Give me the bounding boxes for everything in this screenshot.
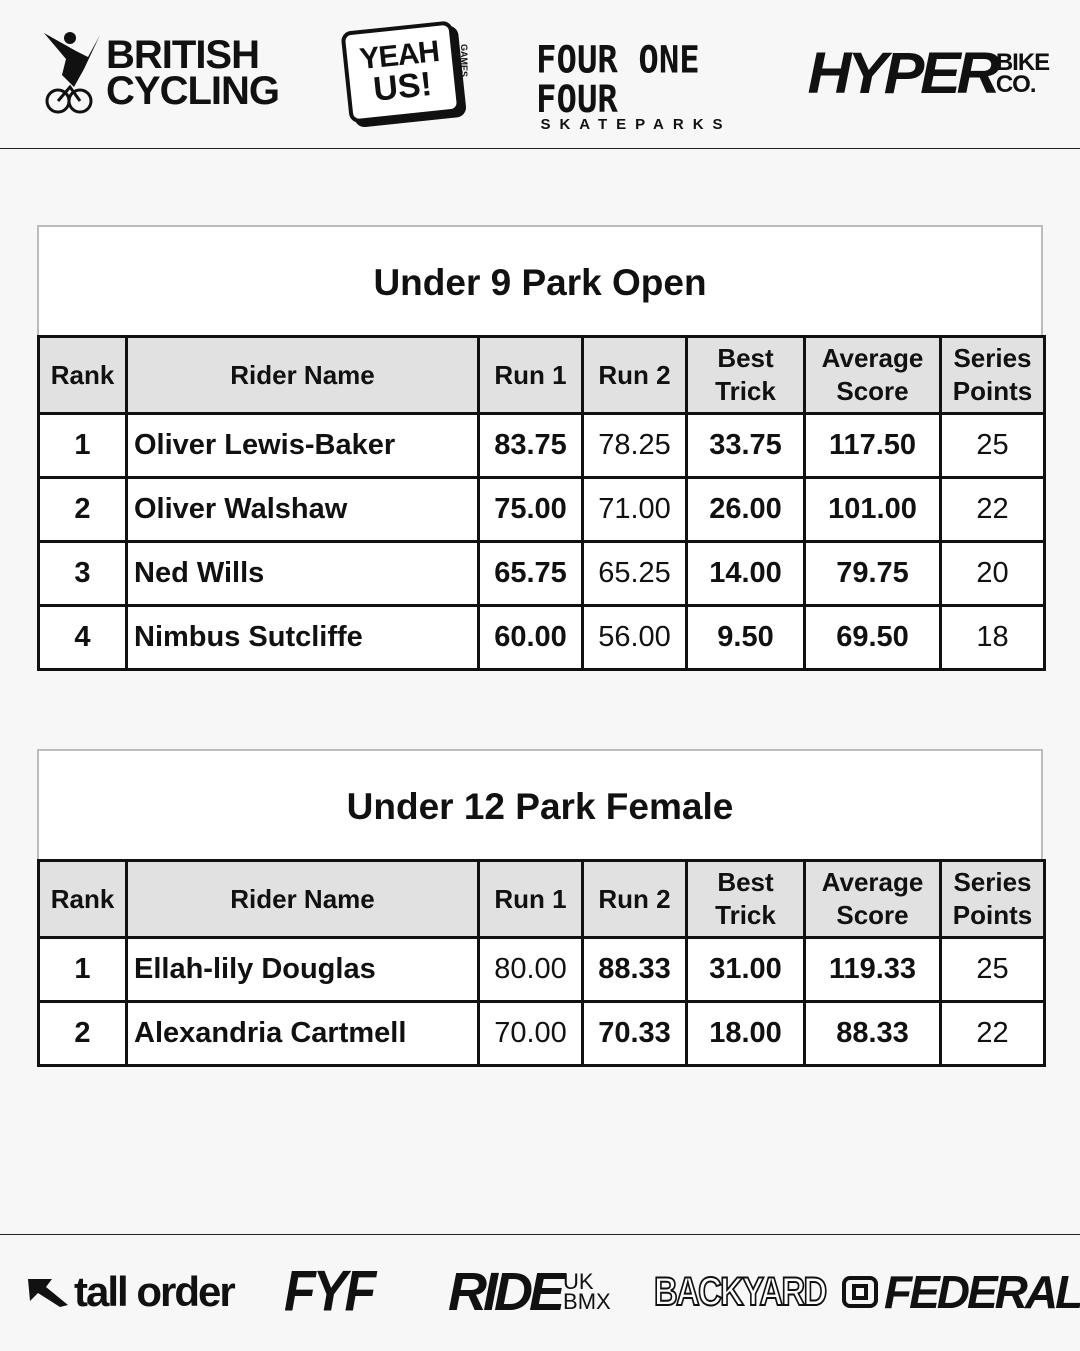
four-one-four-text: FOUR ONE FOUR (536, 38, 700, 122)
run-2-cell: 56.00 (583, 606, 687, 670)
rider-name-cell: Alexandria Cartmell (127, 1002, 479, 1066)
col-run-2: Run 2 (583, 337, 687, 414)
ride-uk-bmx-logo (448, 1262, 611, 1322)
col-series-points: Series Points (941, 861, 1045, 938)
backyard-text: BACKYARD (654, 1269, 826, 1314)
run-1-cell: 65.75 (479, 542, 583, 606)
run-1-cell: 83.75 (479, 414, 583, 478)
us-text: US! (371, 64, 434, 109)
tall-order-arrow-icon (26, 1275, 70, 1309)
col-rider-name: Rider Name (127, 861, 479, 938)
best-trick-cell: 18.00 (687, 1002, 805, 1066)
rank-cell: 4 (39, 606, 127, 670)
run-2-cell: 71.00 (583, 478, 687, 542)
rank-cell: 1 (39, 938, 127, 1002)
hyper-bike-co-logo (807, 41, 1050, 106)
best-trick-cell: 33.75 (687, 414, 805, 478)
series-points-cell: 25 (941, 938, 1045, 1002)
col-average-score: Average Score (805, 337, 941, 414)
table-row (39, 606, 1045, 670)
ride-text: RIDE (448, 1262, 562, 1322)
co-text: CO. (995, 71, 1036, 98)
best-trick-cell: 14.00 (687, 542, 805, 606)
federal-emblem-icon (842, 1274, 878, 1310)
fyf-text: FYF (284, 1260, 374, 1324)
four-one-four-logo (536, 38, 736, 133)
run-1-cell: 70.00 (479, 1002, 583, 1066)
series-points-cell: 22 (941, 1002, 1045, 1066)
table-title-box (37, 749, 1043, 859)
col-run-1: Run 1 (479, 337, 583, 414)
backyard-logo (654, 1262, 863, 1322)
run-2-cell: 88.33 (583, 938, 687, 1002)
yeah-text: YEAH (358, 35, 441, 77)
results-table-card (37, 225, 1043, 671)
table-row (39, 1002, 1045, 1066)
col-average-score: Average Score (805, 861, 941, 938)
average-score-cell: 88.33 (805, 1002, 941, 1066)
table-header-row (39, 337, 1045, 414)
results-table (37, 859, 1046, 1067)
rider-name-cell: Oliver Walshaw (127, 478, 479, 542)
bmx-text: BMX (563, 1289, 611, 1314)
table-title: Under 9 Park Open (373, 262, 707, 303)
col-series-points: Series Points (941, 337, 1045, 414)
results-table-card (37, 749, 1043, 1067)
col-best-trick: Best Trick (687, 337, 805, 414)
col-rider-name: Rider Name (127, 337, 479, 414)
table-row (39, 542, 1045, 606)
best-trick-cell: 26.00 (687, 478, 805, 542)
federal-logo (842, 1262, 1080, 1322)
table-title-box (37, 225, 1043, 335)
col-run-1: Run 1 (479, 861, 583, 938)
col-rank: Rank (39, 861, 127, 938)
table-row (39, 414, 1045, 478)
run-2-cell: 65.25 (583, 542, 687, 606)
rider-name-cell: Oliver Lewis-Baker (127, 414, 479, 478)
bike-text: BIKE (995, 49, 1050, 76)
rank-cell: 2 (39, 1002, 127, 1066)
sponsor-header (0, 0, 1080, 149)
run-2-cell: 78.25 (583, 414, 687, 478)
federal-text: FEDERAL (884, 1266, 1080, 1318)
uk-text: UK (563, 1269, 594, 1294)
average-score-cell: 117.50 (805, 414, 941, 478)
yeah-us-games-logo (345, 24, 469, 120)
series-points-cell: 20 (941, 542, 1045, 606)
cyclist-icon (40, 29, 106, 117)
rider-name-cell: Ned Wills (127, 542, 479, 606)
average-score-cell: 79.75 (805, 542, 941, 606)
table-row (39, 938, 1045, 1002)
run-2-cell: 70.33 (583, 1002, 687, 1066)
british-text: BRITISH (106, 33, 259, 77)
tall-order-text: tall order (74, 1268, 234, 1315)
games-text: GAMES (459, 44, 469, 78)
tall-order-logo (26, 1262, 234, 1322)
fyf-logo (284, 1262, 373, 1322)
table-row (39, 478, 1045, 542)
best-trick-cell: 31.00 (687, 938, 805, 1002)
average-score-cell: 69.50 (805, 606, 941, 670)
rider-name-cell: Nimbus Sutcliffe (127, 606, 479, 670)
skateparks-text: SKATEPARKS (540, 116, 732, 133)
series-points-cell: 22 (941, 478, 1045, 542)
run-1-cell: 75.00 (479, 478, 583, 542)
hyper-text: HYPER (807, 41, 997, 106)
col-best-trick: Best Trick (687, 861, 805, 938)
col-run-2: Run 2 (583, 861, 687, 938)
rider-name-cell: Ellah-lily Douglas (127, 938, 479, 1002)
results-table (37, 335, 1046, 671)
rank-cell: 3 (39, 542, 127, 606)
rank-cell: 2 (39, 478, 127, 542)
table-title: Under 12 Park Female (346, 786, 734, 827)
average-score-cell: 119.33 (805, 938, 941, 1002)
table-header-row (39, 861, 1045, 938)
run-1-cell: 80.00 (479, 938, 583, 1002)
best-trick-cell: 9.50 (687, 606, 805, 670)
cycling-text: CYCLING (106, 69, 279, 113)
run-1-cell: 60.00 (479, 606, 583, 670)
series-points-cell: 25 (941, 414, 1045, 478)
average-score-cell: 101.00 (805, 478, 941, 542)
british-cycling-logo (40, 28, 290, 118)
series-points-cell: 18 (941, 606, 1045, 670)
rank-cell: 1 (39, 414, 127, 478)
col-rank: Rank (39, 337, 127, 414)
